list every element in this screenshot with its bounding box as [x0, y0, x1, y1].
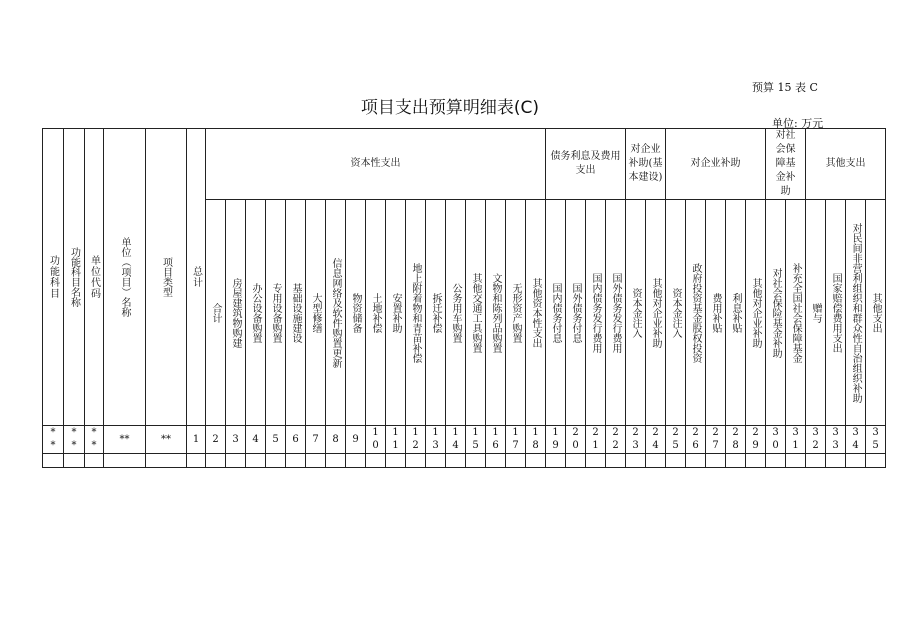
- code-cell: 9: [346, 426, 366, 454]
- code-cell: 29: [746, 426, 766, 454]
- header-row-groups: [43, 129, 886, 200]
- data-cell[interactable]: [606, 454, 626, 468]
- code-cell: 1: [187, 426, 206, 454]
- col-header-other: 国家赔偿费用支出: [826, 200, 846, 426]
- data-cell[interactable]: [806, 454, 826, 468]
- data-cell[interactable]: [226, 454, 246, 468]
- code-cell: **: [64, 426, 85, 454]
- code-cell: 14: [446, 426, 466, 454]
- col-header-project-type: 项目类型: [146, 129, 187, 426]
- code-cell: 33: [826, 426, 846, 454]
- data-cell[interactable]: [446, 454, 466, 468]
- code-cell: 27: [706, 426, 726, 454]
- col-header-capital: 基础设施建设: [286, 200, 306, 426]
- col-header-capital: 办公设备购置: [246, 200, 266, 426]
- code-cell: **: [104, 426, 146, 454]
- data-cell[interactable]: [326, 454, 346, 468]
- col-header-debt: 国外债务发行费用: [606, 200, 626, 426]
- group-header-enterprise-capital: 对企业补助(基本建设): [626, 129, 666, 200]
- data-cell[interactable]: [766, 454, 786, 468]
- code-cell: 12: [406, 426, 426, 454]
- data-cell[interactable]: [746, 454, 766, 468]
- data-cell[interactable]: [406, 454, 426, 468]
- col-header-capital: 房屋建筑物购建: [226, 200, 246, 426]
- code-cell: 31: [786, 426, 806, 454]
- col-header-social: 补充全国社会保障基金: [786, 200, 806, 426]
- code-cell: 19: [546, 426, 566, 454]
- col-header-enterprise: 费用补贴: [706, 200, 726, 426]
- code-cell: 16: [486, 426, 506, 454]
- data-cell[interactable]: [306, 454, 326, 468]
- data-cell[interactable]: [366, 454, 386, 468]
- code-cell: 30: [766, 426, 786, 454]
- col-header-capital: 公务用车购置: [446, 200, 466, 426]
- col-header-other: 赠与: [806, 200, 826, 426]
- code-cell: 34: [846, 426, 866, 454]
- data-cell[interactable]: [85, 454, 104, 468]
- data-cell[interactable]: [586, 454, 606, 468]
- col-header-debt: 国内债务发行费用: [586, 200, 606, 426]
- data-cell[interactable]: [686, 454, 706, 468]
- data-cell[interactable]: [626, 454, 646, 468]
- col-header-other: 对民间非营利组织和群众性自治组织补助: [846, 200, 866, 426]
- col-header-enterprise: 其他对企业补助: [746, 200, 766, 426]
- data-cell[interactable]: [526, 454, 546, 468]
- col-header-enterprise: 政府投资基金股权投资: [686, 200, 706, 426]
- col-header-capital: 拆迁补偿: [426, 200, 446, 426]
- form-code: 预算 15 表 C: [752, 81, 818, 94]
- col-header-capital: 其他资本性支出: [526, 200, 546, 426]
- col-header-capital: 大型修缮: [306, 200, 326, 426]
- code-cell: **: [146, 426, 187, 454]
- data-cell[interactable]: [666, 454, 686, 468]
- code-cell: 17: [506, 426, 526, 454]
- col-header-capital: 文物和陈列品购置: [486, 200, 506, 426]
- col-header-function-subject-name: 功能科目名称: [64, 129, 85, 426]
- page-title: 项目支出预算明细表(C): [360, 98, 540, 118]
- col-header-unit-name: 单位（项目）名称: [104, 129, 146, 426]
- code-cell: 6: [286, 426, 306, 454]
- code-cell: 10: [366, 426, 386, 454]
- blank-data-row: [43, 454, 886, 468]
- col-header-social: 对社会保险基金补助: [766, 200, 786, 426]
- code-cell: 25: [666, 426, 686, 454]
- data-cell[interactable]: [506, 454, 526, 468]
- unit-label: 单位: 万元: [772, 117, 824, 130]
- col-header-function-subject: 功能科目: [43, 129, 64, 426]
- data-cell[interactable]: [646, 454, 666, 468]
- code-cell: 28: [726, 426, 746, 454]
- group-header-enterprise: 对企业补助: [666, 129, 766, 200]
- data-cell[interactable]: [866, 454, 886, 468]
- col-header-enterprise-capital: 其他对企业补助: [646, 200, 666, 426]
- data-cell[interactable]: [706, 454, 726, 468]
- data-cell[interactable]: [146, 454, 187, 468]
- data-cell[interactable]: [846, 454, 866, 468]
- col-header-total: 总计: [187, 129, 206, 426]
- data-cell[interactable]: [546, 454, 566, 468]
- data-cell[interactable]: [187, 454, 206, 468]
- data-cell[interactable]: [786, 454, 806, 468]
- code-cell: 4: [246, 426, 266, 454]
- data-cell[interactable]: [726, 454, 746, 468]
- code-cell: 7: [306, 426, 326, 454]
- code-cell: 15: [466, 426, 486, 454]
- col-header-capital: 地上附着物和青苗补偿: [406, 200, 426, 426]
- col-header-enterprise-capital: 资本金注入: [626, 200, 646, 426]
- col-header-unit-code: 单位代码: [85, 129, 104, 426]
- col-header-capital: 合计: [206, 200, 226, 426]
- data-cell[interactable]: [426, 454, 446, 468]
- data-cell[interactable]: [43, 454, 64, 468]
- col-header-capital: 物资储备: [346, 200, 366, 426]
- col-header-enterprise: 资本金注入: [666, 200, 686, 426]
- code-row: [43, 426, 886, 454]
- code-cell: 18: [526, 426, 546, 454]
- data-cell[interactable]: [386, 454, 406, 468]
- code-cell: **: [43, 426, 64, 454]
- code-cell: 35: [866, 426, 886, 454]
- data-cell[interactable]: [266, 454, 286, 468]
- code-cell: 11: [386, 426, 406, 454]
- code-cell: 32: [806, 426, 826, 454]
- col-header-capital: 无形资产购置: [506, 200, 526, 426]
- col-header-debt: 国内债务付息: [546, 200, 566, 426]
- data-cell[interactable]: [286, 454, 306, 468]
- col-header-capital: 专用设备购置: [266, 200, 286, 426]
- code-cell: **: [85, 426, 104, 454]
- code-cell: 5: [266, 426, 286, 454]
- data-cell[interactable]: [206, 454, 226, 468]
- code-cell: 13: [426, 426, 446, 454]
- data-cell[interactable]: [466, 454, 486, 468]
- col-header-capital: 安置补助: [386, 200, 406, 426]
- group-header-social: 对社会保障基金补助: [766, 129, 806, 200]
- data-cell[interactable]: [346, 454, 366, 468]
- code-cell: 20: [566, 426, 586, 454]
- code-cell: 24: [646, 426, 666, 454]
- code-cell: 3: [226, 426, 246, 454]
- group-header-capital: 资本性支出: [206, 129, 546, 200]
- code-cell: 21: [586, 426, 606, 454]
- data-cell[interactable]: [826, 454, 846, 468]
- col-header-enterprise: 利息补贴: [726, 200, 746, 426]
- data-cell[interactable]: [566, 454, 586, 468]
- col-header-capital: 其他交通工具购置: [466, 200, 486, 426]
- code-cell: 26: [686, 426, 706, 454]
- code-cell: 23: [626, 426, 646, 454]
- col-header-other: 其他支出: [866, 200, 886, 426]
- code-cell: 8: [326, 426, 346, 454]
- code-cell: 2: [206, 426, 226, 454]
- col-header-capital: 土地补偿: [366, 200, 386, 426]
- col-header-capital: 信息网络及软件购置更新: [326, 200, 346, 426]
- data-cell[interactable]: [246, 454, 266, 468]
- budget-detail-table: [42, 128, 886, 468]
- group-header-debt: 债务利息及费用支出: [546, 129, 626, 200]
- data-cell[interactable]: [104, 454, 146, 468]
- code-cell: 22: [606, 426, 626, 454]
- data-cell[interactable]: [486, 454, 506, 468]
- group-header-other: 其他支出: [806, 129, 886, 200]
- col-header-debt: 国外债务付息: [566, 200, 586, 426]
- data-cell[interactable]: [64, 454, 85, 468]
